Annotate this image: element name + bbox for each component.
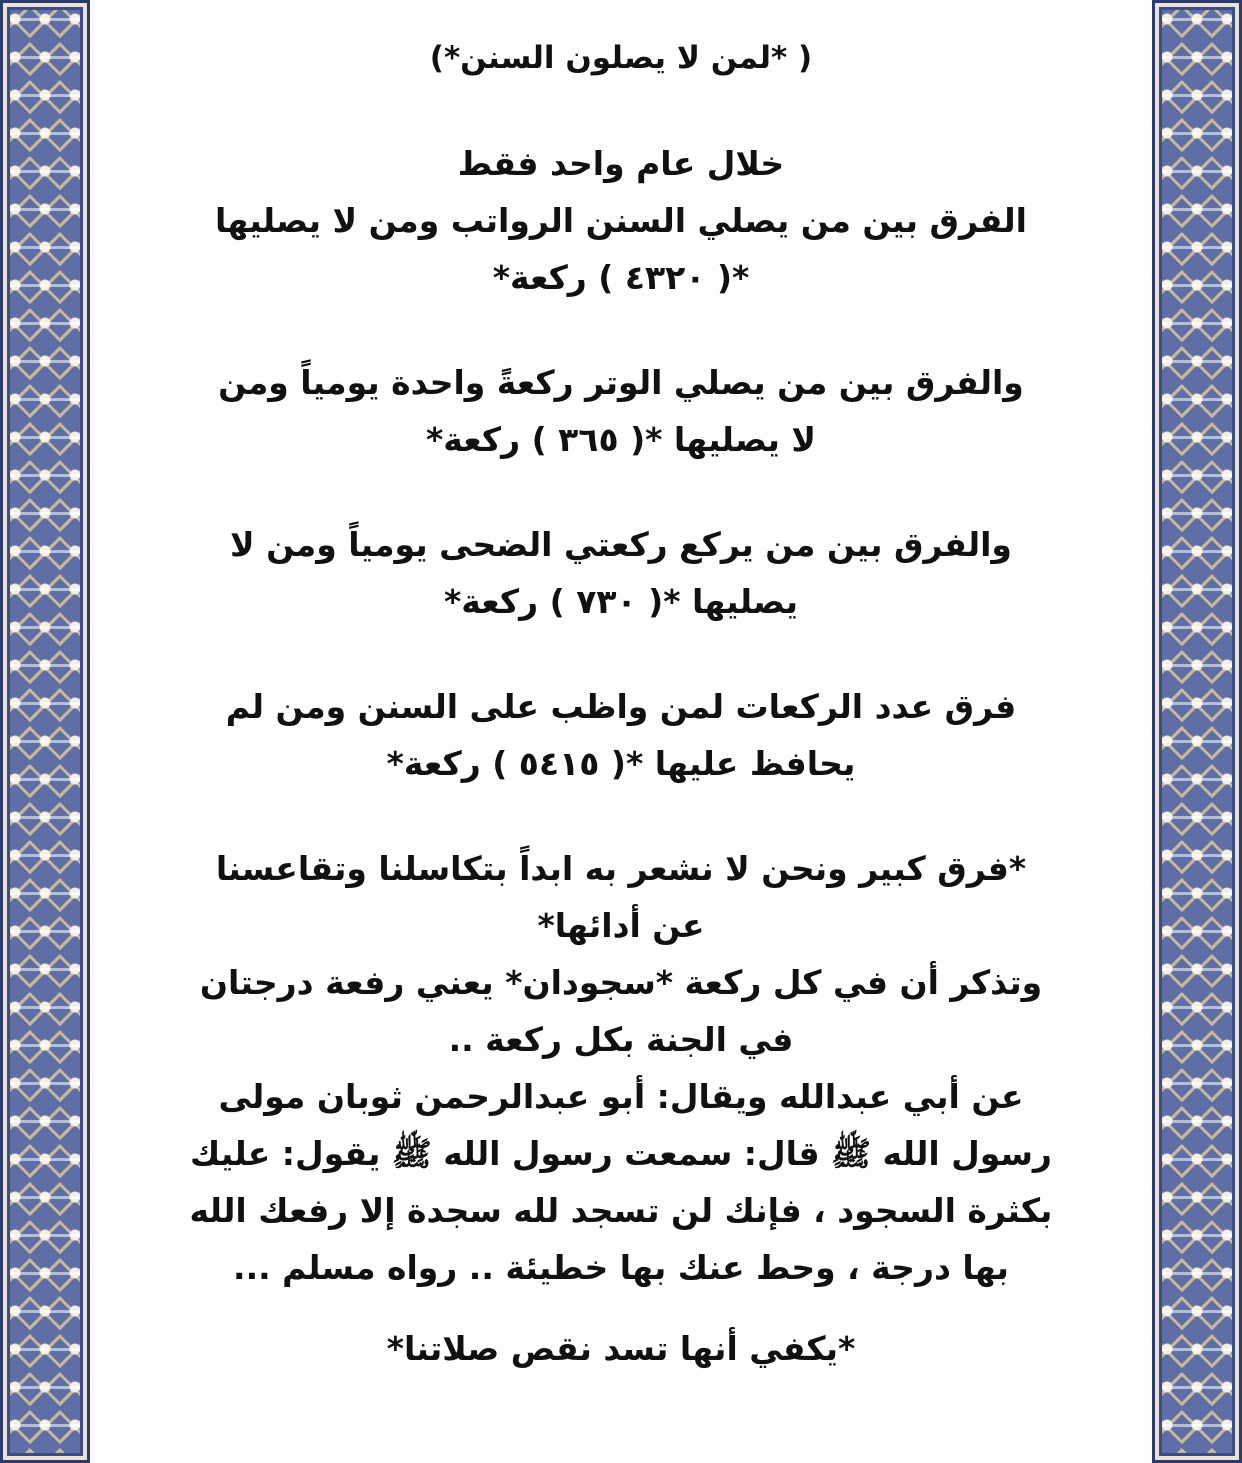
document-title: ( *لمن لا يصلون السنن*) — [429, 40, 813, 76]
footer-line: *يكفي أنها تسد نقص صلاتنا* — [386, 1329, 856, 1368]
section-1-line-1: الفرق بين من يصلي السنن الرواتب ومن لا يصليها — [215, 201, 1027, 240]
section-3-line-1: والفرق بين من يركع ركعتي الضحى يومياً ومن لا — [230, 525, 1012, 564]
spacer — [110, 1296, 1132, 1320]
spacer — [110, 306, 1132, 354]
spacer — [110, 87, 1132, 135]
document-body — [110, 30, 1132, 1453]
right-decorative-border — [1152, 0, 1242, 1463]
section-2-line-2: لا يصليها *( ٣٦٥ ) ركعة* — [426, 420, 816, 459]
closing-line-2: عن أدائها* — [537, 906, 705, 945]
section-4-line-1: فرق عدد الركعات لمن واظب على السنن ومن لم — [225, 687, 1017, 726]
spacer — [110, 792, 1132, 840]
hadith-line-1: عن أبي عبدالله ويقال: أبو عبدالرحمن ثوبان مولى — [218, 1077, 1024, 1116]
section-2-line-1: والفرق بين من يصلي الوتر ركعةً واحدة يومياً ومن — [218, 363, 1024, 402]
section-3-line-2: يصليها *( ٧٣٠ ) ركعة* — [444, 582, 798, 621]
closing-line-4: في الجنة بكل ركعة .. — [448, 1020, 794, 1059]
section-1-line-2: *( ٤٣٢٠ ) ركعة* — [492, 258, 750, 297]
intro-line: خلال عام واحد فقط — [457, 144, 785, 183]
hadith-line-3: بكثرة السجود ، فإنك لن تسجد لله سجدة إلا رفعك الله — [189, 1191, 1053, 1230]
spacer — [110, 468, 1132, 516]
hadith-line-2: رسول الله ﷺ قال: سمعت رسول الله ﷺ يقول: عليك — [190, 1134, 1052, 1173]
closing-line-3: وتذكر أن في كل ركعة *سجودان* يعني رفعة درجتان — [199, 963, 1043, 1002]
left-decorative-border — [0, 0, 90, 1463]
closing-line-1: *فرق كبير ونحن لا نشعر به ابداً بتكاسلنا وتقاعسنا — [215, 849, 1027, 888]
spacer — [110, 630, 1132, 678]
hadith-line-4: بها درجة ، وحط عنك بها خطيئة .. رواه مسلم ... — [233, 1248, 1009, 1287]
section-4-line-2: يحافظ عليها *( ٥٤١٥ ) ركعة* — [386, 744, 856, 783]
